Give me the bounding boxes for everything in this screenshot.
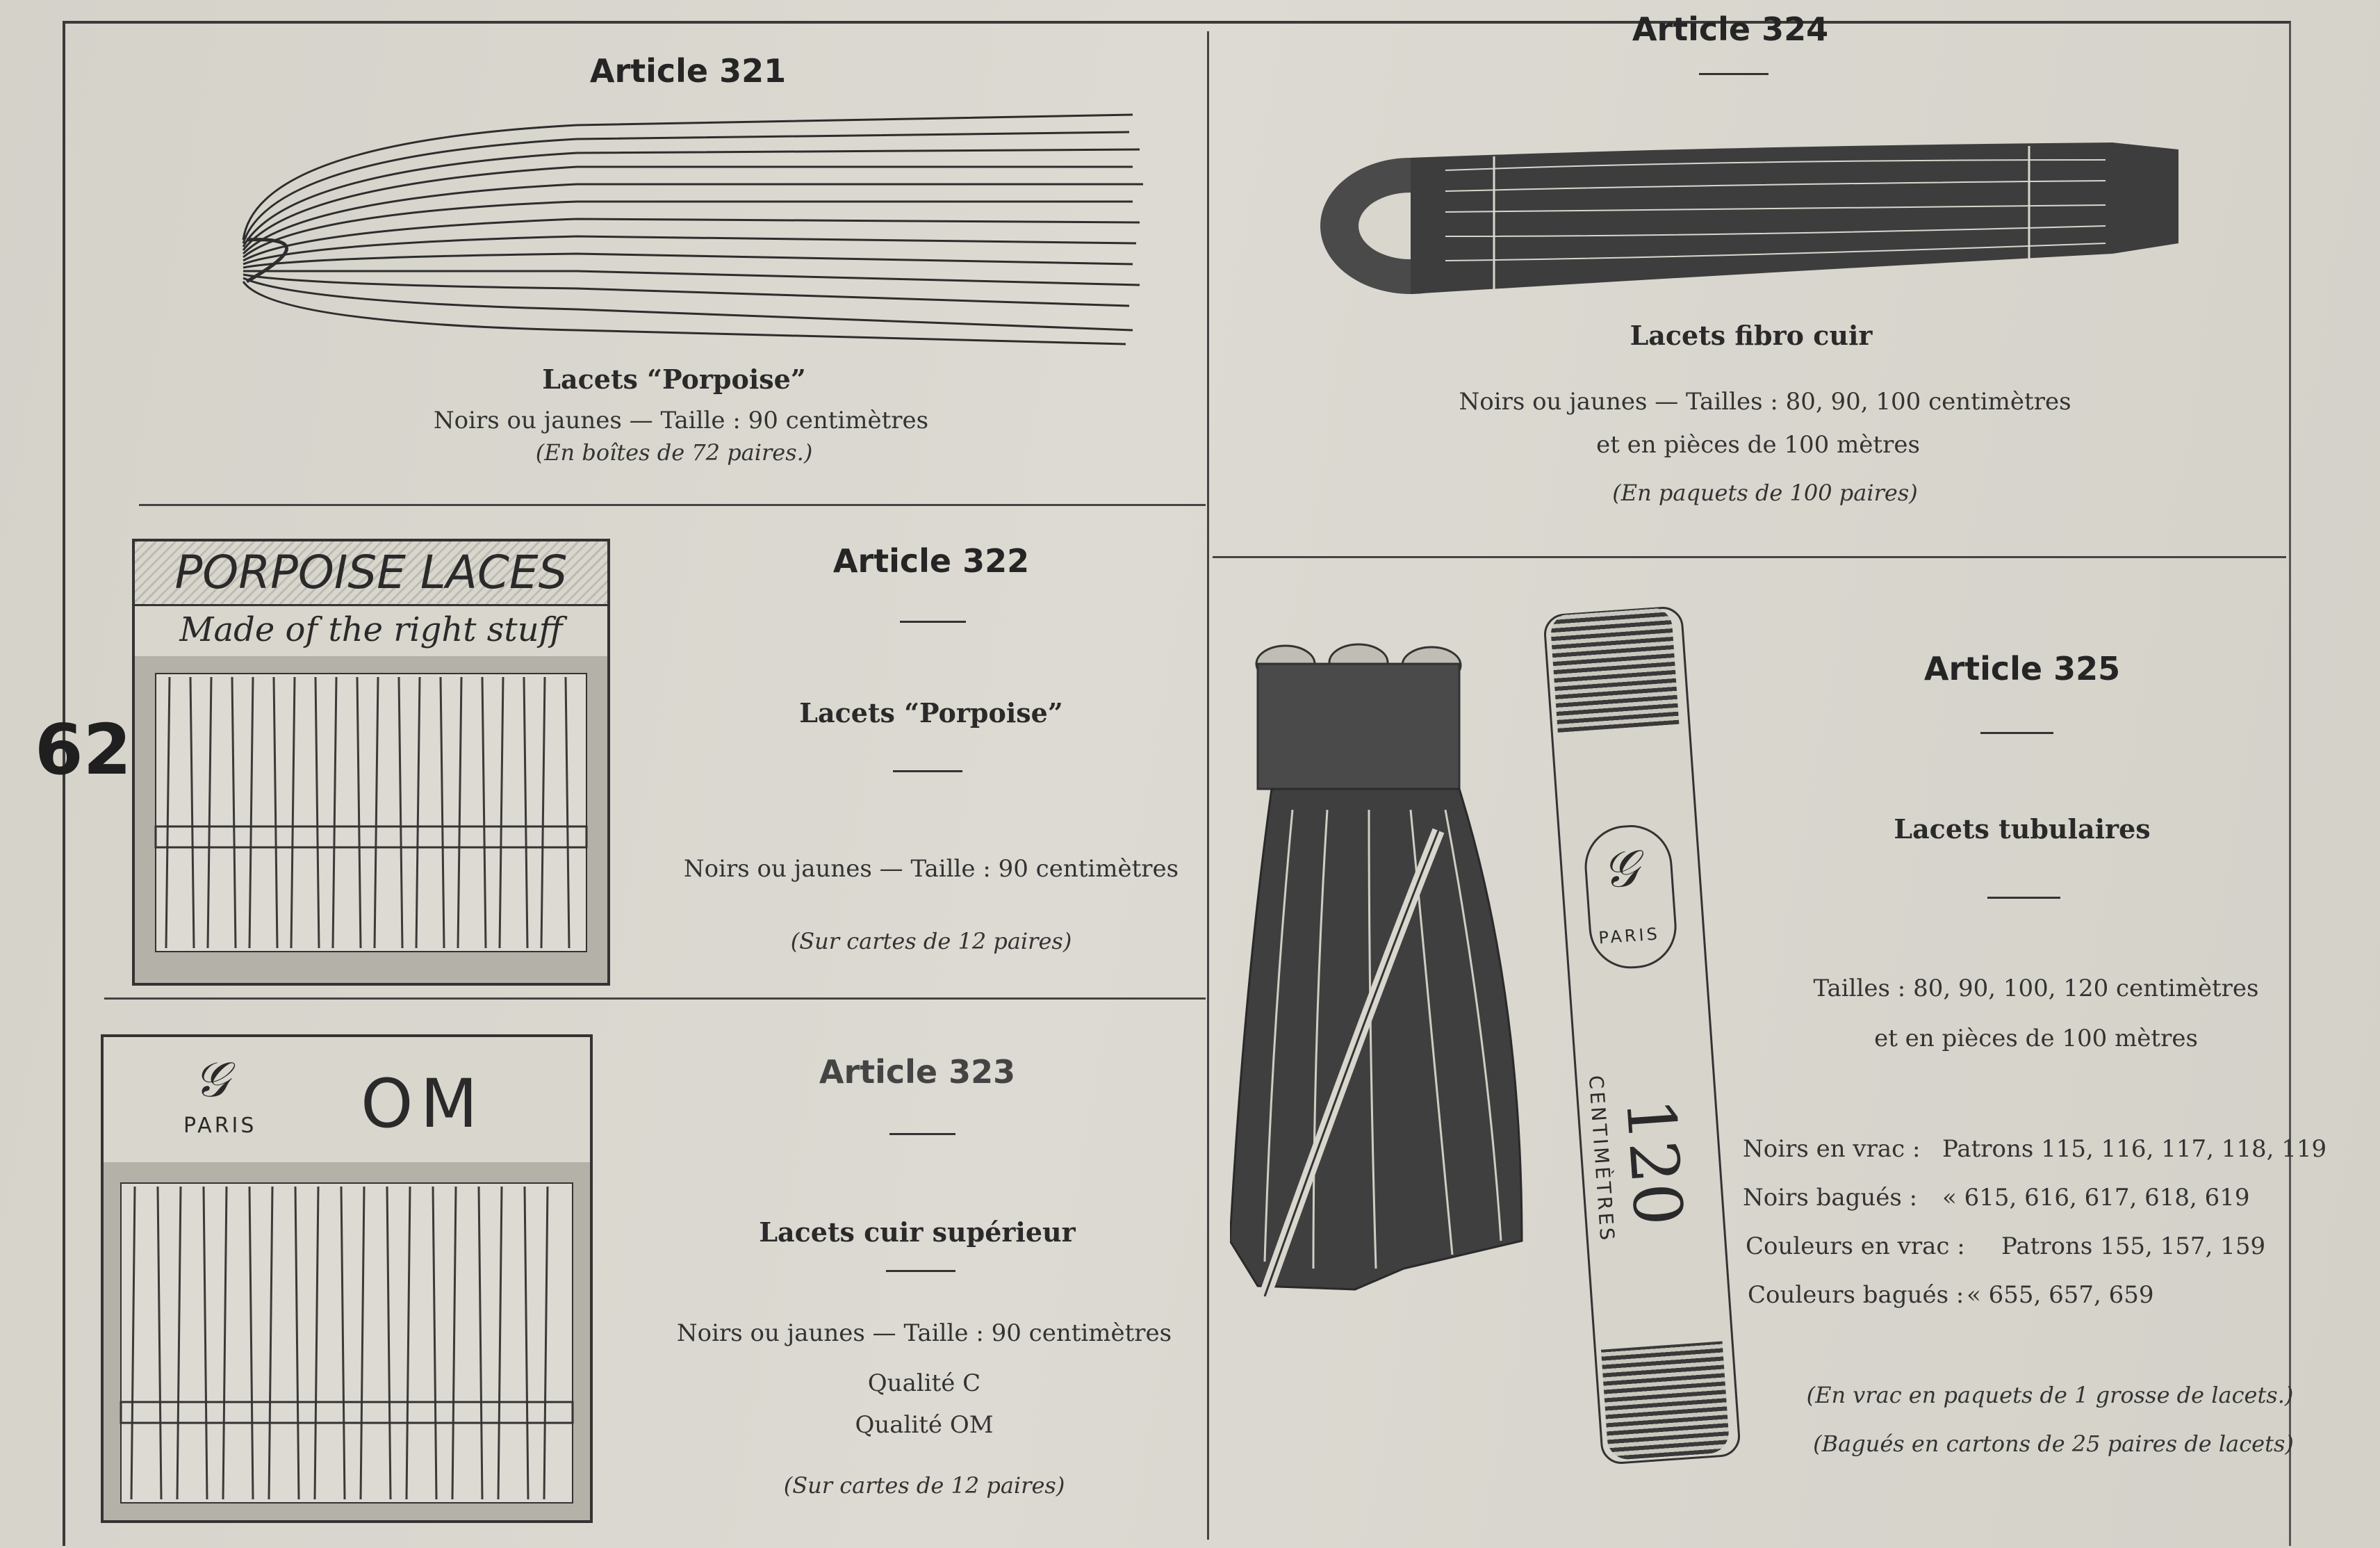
article-325-note-bulk: (En vrac en paquets de 1 grosse de lacets.) xyxy=(1806,1382,2294,1408)
article-325-name: Lacets tubulaires xyxy=(1894,813,2151,845)
separator xyxy=(1699,73,1768,75)
laces-bundle-illustration-321 xyxy=(229,101,1147,351)
article-323-packaging: (Sur cartes de 12 paires) xyxy=(783,1472,1065,1499)
separator xyxy=(889,1133,955,1135)
row-divider-2 xyxy=(104,997,1206,1000)
row-divider-right xyxy=(1213,556,2286,558)
pattern-row-value: « 655, 657, 659 xyxy=(1967,1281,2154,1309)
page-number: 62 xyxy=(35,709,132,790)
article-324-description: Noirs ou jaunes — Tailles : 80, 90, 100 centimètres xyxy=(1459,388,2071,416)
band-size: 120 xyxy=(1611,1095,1698,1229)
article-324-packaging: (En paquets de 100 paires) xyxy=(1612,480,1918,506)
pattern-row-label: Noirs bagués : xyxy=(1743,1184,1918,1212)
band-bottom-wrap xyxy=(1601,1342,1730,1461)
band-city: PARIS xyxy=(1598,924,1661,948)
card-title: PORPOISE LACES xyxy=(135,541,607,606)
article-322-title: Article 322 xyxy=(832,542,1030,580)
article-321-description: Noirs ou jaunes — Taille : 90 centimètres xyxy=(433,407,929,434)
tubular-laces-bundle-illustration xyxy=(1230,643,1543,1310)
card-slogan: Made of the right stuff xyxy=(179,610,563,649)
article-325-pieces: et en pièces de 100 mètres xyxy=(1874,1025,2198,1052)
article-324-name: Lacets fibro cuir xyxy=(1630,320,1873,351)
pattern-row-label: Couleurs bagués : xyxy=(1748,1281,1964,1309)
article-321-title: Article 321 xyxy=(589,52,787,90)
coiled-laces-illustration-324 xyxy=(1306,136,2182,306)
pattern-row-value: Patrons 155, 157, 159 xyxy=(2001,1232,2266,1260)
porpoise-laces-card-illustration xyxy=(132,539,610,986)
card-city: PARIS xyxy=(183,1114,257,1138)
article-321-packaging: (En boîtes de 72 paires.) xyxy=(535,439,813,466)
article-324-pieces: et en pièces de 100 mètres xyxy=(1596,431,1920,459)
article-322-description: Noirs ou jaunes — Taille : 90 centimètres xyxy=(683,855,1179,883)
card-monogram-icon: 𝒢 xyxy=(194,1051,229,1108)
article-323-quality-om: Qualité OM xyxy=(855,1411,994,1439)
row-divider-1 xyxy=(139,504,1206,506)
article-323-name: Lacets cuir supérieur xyxy=(759,1216,1076,1248)
band-unit: CENTIMÈTRES xyxy=(1584,1074,1619,1244)
article-323-description: Noirs ou jaunes — Taille : 90 centimètres xyxy=(676,1319,1172,1347)
article-325-note-ringed: (Bagués en cartons de 25 paires de lacets) xyxy=(1813,1431,2294,1457)
article-321-name: Lacets “Porpoise” xyxy=(542,364,806,395)
separator xyxy=(893,770,962,772)
article-325-sizes: Tailles : 80, 90, 100, 120 centimètres xyxy=(1813,975,2259,1002)
article-323-title: Article 323 xyxy=(819,1053,1016,1091)
column-divider xyxy=(1207,31,1209,1540)
card-code: OM xyxy=(361,1065,485,1143)
separator xyxy=(900,621,966,623)
article-323-quality-c: Qualité C xyxy=(867,1369,981,1397)
separator xyxy=(1980,732,2053,734)
pattern-row-label: Noirs en vrac : xyxy=(1743,1135,1921,1163)
article-324-title: Article 324 xyxy=(1632,10,1829,48)
separator xyxy=(886,1270,955,1272)
om-laces-card-illustration xyxy=(101,1034,593,1523)
band-top-wrap xyxy=(1550,606,1679,733)
pattern-row-value: Patrons 115, 116, 117, 118, 119 xyxy=(1942,1135,2327,1163)
pattern-row-value: « 615, 616, 617, 618, 619 xyxy=(1942,1184,2250,1212)
separator xyxy=(1987,897,2060,899)
article-325-title: Article 325 xyxy=(1923,650,2121,687)
band-monogram-icon: 𝒢 xyxy=(1600,838,1640,899)
article-322-name: Lacets “Porpoise” xyxy=(799,697,1063,728)
article-322-packaging: (Sur cartes de 12 paires) xyxy=(790,928,1072,954)
pattern-row-label: Couleurs en vrac : xyxy=(1746,1232,1965,1260)
